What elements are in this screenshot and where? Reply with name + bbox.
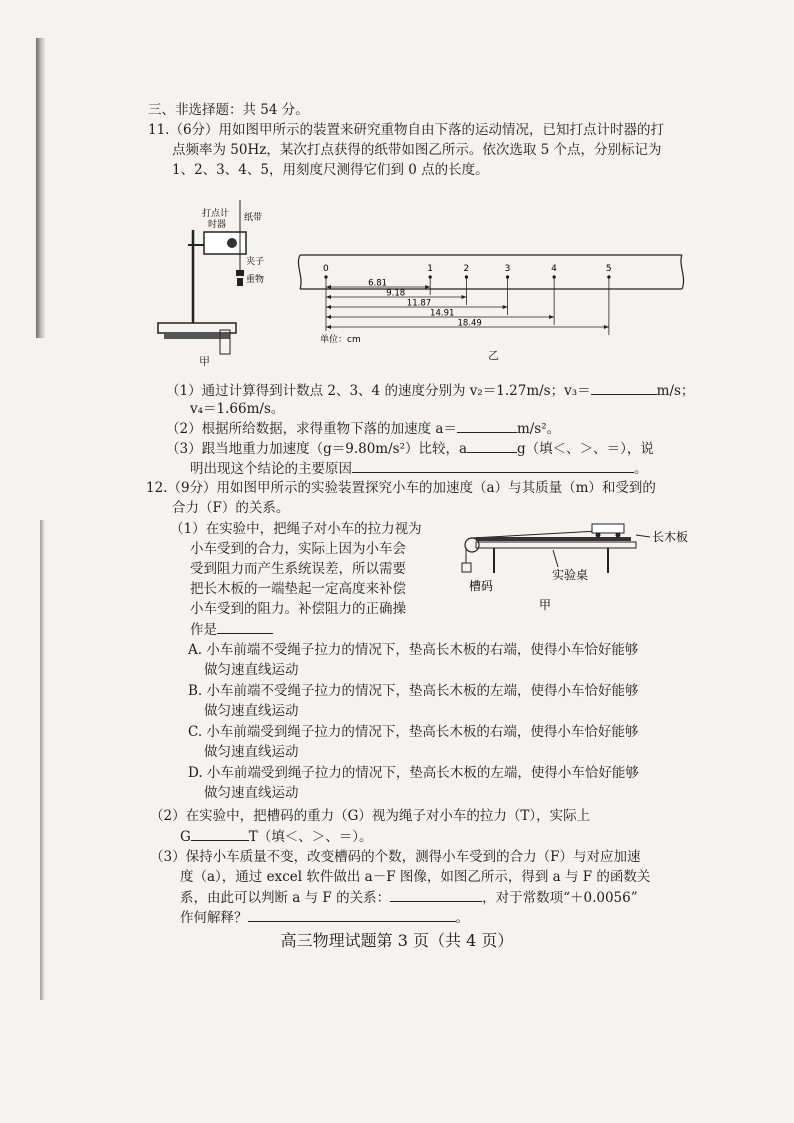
q12-fig-label-table: 实验桌	[552, 568, 589, 582]
q12-sub2-line2	[180, 826, 373, 847]
q12-sub1-line4: 把长木板的一端垫起一定高度来补偿	[190, 581, 406, 597]
q11-acceleration-answer-blank[interactable]	[457, 418, 517, 433]
q12-option-b[interactable]: B. 小车前端不受绳子拉力的情况下，垫高长木板的左端，使得小车恰好能够	[188, 683, 639, 699]
q12-line2: 合力（F）的关系。	[172, 500, 290, 516]
q11-fig-caption-yi: 乙	[488, 349, 499, 362]
q12-sub3-line3	[180, 887, 638, 908]
q12-sub1-line2: 小车受到的合力，实际上因为小车会	[190, 541, 406, 557]
q12-sub1-line6-text: 作是	[190, 622, 217, 638]
q11-fig-timer-knob	[227, 238, 237, 248]
q12-sub2-t: T（填＜、＞、＝）。	[248, 829, 373, 845]
q12-sub1-line1: （1）在实验中，把绳子对小车的拉力视为	[170, 521, 422, 537]
tape-point-label-2: 2	[463, 264, 470, 274]
q12-fig-wheel-2	[616, 533, 621, 538]
tape-arrow-right-3	[503, 305, 508, 309]
tape-arrow-right-1	[425, 285, 430, 289]
section-header: 三、非选择题：共 54 分。	[148, 102, 309, 118]
tape-point-label-0: 0	[323, 264, 329, 274]
q12-sub1-line3: 受到阻力而产生系统误差，所以需要	[190, 561, 406, 577]
q12-option-d-cont: 做匀速直线运动	[204, 785, 299, 801]
tape-torn-right	[681, 255, 684, 289]
tape-torn-left	[298, 255, 301, 289]
q12-explain-answer-blank[interactable]	[248, 907, 456, 922]
q11-sub1-unit: m/s；	[656, 383, 695, 399]
q12-sub3-line1: （3）保持小车质量不变，改变槽码的个数，测得小车受到的合力（F）与对应加速	[150, 849, 641, 865]
tape-arrow-right-2	[461, 295, 466, 299]
q11-compare-answer-blank[interactable]	[467, 438, 517, 453]
q12-sub2-answer-blank[interactable]	[191, 826, 249, 841]
q12-sub1-answer-blank[interactable]	[217, 619, 273, 634]
q12-option-a[interactable]: A. 小车前端不受绳子拉力的情况下，垫高长木板的右端，使得小车恰好能够	[188, 642, 639, 658]
q11-fig-caption-jia: 甲	[199, 355, 210, 368]
q12-fig-wheel-1	[596, 533, 601, 538]
page-footer: 高三物理试题第 3 页（共 4 页）	[280, 931, 514, 950]
tape-distance-label-1: 6.81	[368, 278, 388, 289]
q11-fig-label-tape: 纸带	[244, 213, 263, 223]
q11-line2: 点频率为 50Hz，某次打点获得的纸带如图乙所示。依次选取 5 个点，分别标记为	[172, 142, 662, 158]
q11-fig-label-timer-1: 打点计	[202, 209, 230, 219]
tape-distance-label-4: 14.91	[430, 308, 455, 319]
q12-fig-cart	[592, 524, 624, 533]
q11-fig-label-weight: 重物	[246, 275, 265, 285]
q12-sub3-relation-text: 系，由此可以判断 a 与 F 的关系：	[180, 890, 391, 906]
q12-fig-board	[476, 537, 631, 541]
q11-sub3-line	[166, 438, 654, 459]
tape-point-label-3: 3	[504, 264, 511, 274]
q11-sub1-v4: v₄＝1.66m/s。	[190, 401, 285, 417]
q12-fig-board-pointer	[636, 535, 650, 537]
q11-sub3-text: （3）跟当地重力加速度（g＝9.80m/s²）比较，a	[166, 441, 468, 457]
tape-distance-label-5: 18.49	[457, 318, 482, 329]
q11-sub1-text: （1）通过计算得到计数点 2、3、4 的速度分别为 v₂＝1.27m/s；v₃＝	[166, 383, 591, 399]
q11-sub2-unit: m/s²。	[516, 421, 561, 437]
q12-sub3-explain-text: 作何解释？	[180, 910, 248, 926]
q11-fig-label-clip: 夹子	[246, 257, 265, 267]
q11-line1: 11.（6分）用如图甲所示的装置来研究重物自由下落的运动情况，已知打点计时器的打	[148, 122, 665, 138]
tape-arrow-left-5	[326, 325, 331, 329]
q12-sub3-constant-text: ，对于常数项“＋0.0056”	[482, 890, 638, 906]
tape-point-label-1: 1	[427, 264, 433, 274]
q12-option-c-cont: 做匀速直线运动	[204, 744, 299, 760]
q12-option-c[interactable]: C. 小车前端受到绳子拉力的情况下，垫高长木板的右端，使得小车恰好能够	[188, 724, 639, 740]
q12-sub1-line6	[190, 619, 273, 640]
q12-figure-apparatus	[458, 515, 698, 615]
q11-sub1-line	[166, 380, 694, 401]
scan-edge-shadow	[36, 38, 46, 338]
tape-distance-label-3: 11.87	[406, 298, 432, 309]
tape-arrow-left-4	[326, 315, 331, 319]
tape-arrow-left-2	[326, 295, 331, 299]
q12-relation-answer-blank[interactable]	[390, 887, 482, 902]
tape-arrow-left-3	[326, 305, 331, 309]
q12-fig-string	[472, 531, 598, 538]
q12-sub1-line5: 小车受到的阻力。补偿阻力的正确操	[190, 601, 406, 617]
q12-fig-label-weight: 槽码	[469, 579, 494, 593]
q12-option-a-cont: 做匀速直线运动	[204, 662, 299, 678]
q11-sub3-end: 。	[634, 461, 648, 477]
tape-point-label-4: 4	[551, 264, 557, 274]
q12-line1: 12.（9分）用如图甲所示的实验装置探究小车的加速度（a）与其质量（m）和受到的	[146, 480, 656, 496]
q12-sub2-line1: （2）在实验中，把槽码的重力（G）视为绳子对小车的拉力（T），实际上	[150, 808, 591, 824]
q12-sub3-line2: 度（a），通过 excel 软件做出 a－F 图像，如图乙所示，得到 a 与 F 的函数关	[180, 869, 651, 885]
q11-sub3-text2: g（填＜、＞、＝），说	[517, 441, 654, 457]
q11-v3-answer-blank[interactable]	[591, 380, 657, 395]
q12-fig-table-pointer	[553, 550, 558, 567]
q11-fig-weight	[237, 278, 243, 286]
q11-line3: 1、2、3、4、5，用刻度尺测得它们到 0 点的长度。	[172, 162, 489, 178]
q11-sub2-line	[166, 418, 560, 439]
q11-reason-answer-blank[interactable]	[352, 458, 634, 473]
tape-arrow-right-5	[604, 325, 609, 329]
q12-sub3-end: 。	[455, 910, 469, 926]
q12-option-d[interactable]: D. 小车前端受到绳子拉力的情况下，垫高长木板的左端，使得小车恰好能够	[188, 765, 639, 781]
q11-fig-clip	[236, 270, 244, 276]
q12-sub2-g: G	[180, 829, 191, 845]
q12-fig-table-top	[476, 542, 636, 548]
tape-point-label-5: 5	[605, 264, 612, 274]
tape-distance-label-2: 9.18	[386, 288, 406, 299]
tape-arrow-right-4	[549, 315, 554, 319]
q11-sub3-reason-text: 明出现这个结论的主要原因	[190, 461, 352, 477]
q11-sub3-reason-line	[190, 458, 648, 479]
q11-fig-base-top	[158, 323, 236, 333]
tape-arrow-left-1	[326, 285, 331, 289]
q12-sub3-line4	[180, 907, 469, 928]
q12-fig-weight	[462, 563, 471, 572]
q12-fig-label-board: 长木板	[652, 530, 689, 544]
q11-fig-label-timer-2: 时器	[208, 220, 227, 230]
q11-sub2-text: （2）根据所给数据，求得重物下落的加速度 a＝	[166, 421, 457, 437]
q12-option-b-cont: 做匀速直线运动	[204, 703, 299, 719]
tape-unit: 单位：cm	[320, 335, 361, 345]
q11-figure-apparatus	[158, 190, 265, 360]
q12-fig-caption: 甲	[539, 598, 552, 612]
